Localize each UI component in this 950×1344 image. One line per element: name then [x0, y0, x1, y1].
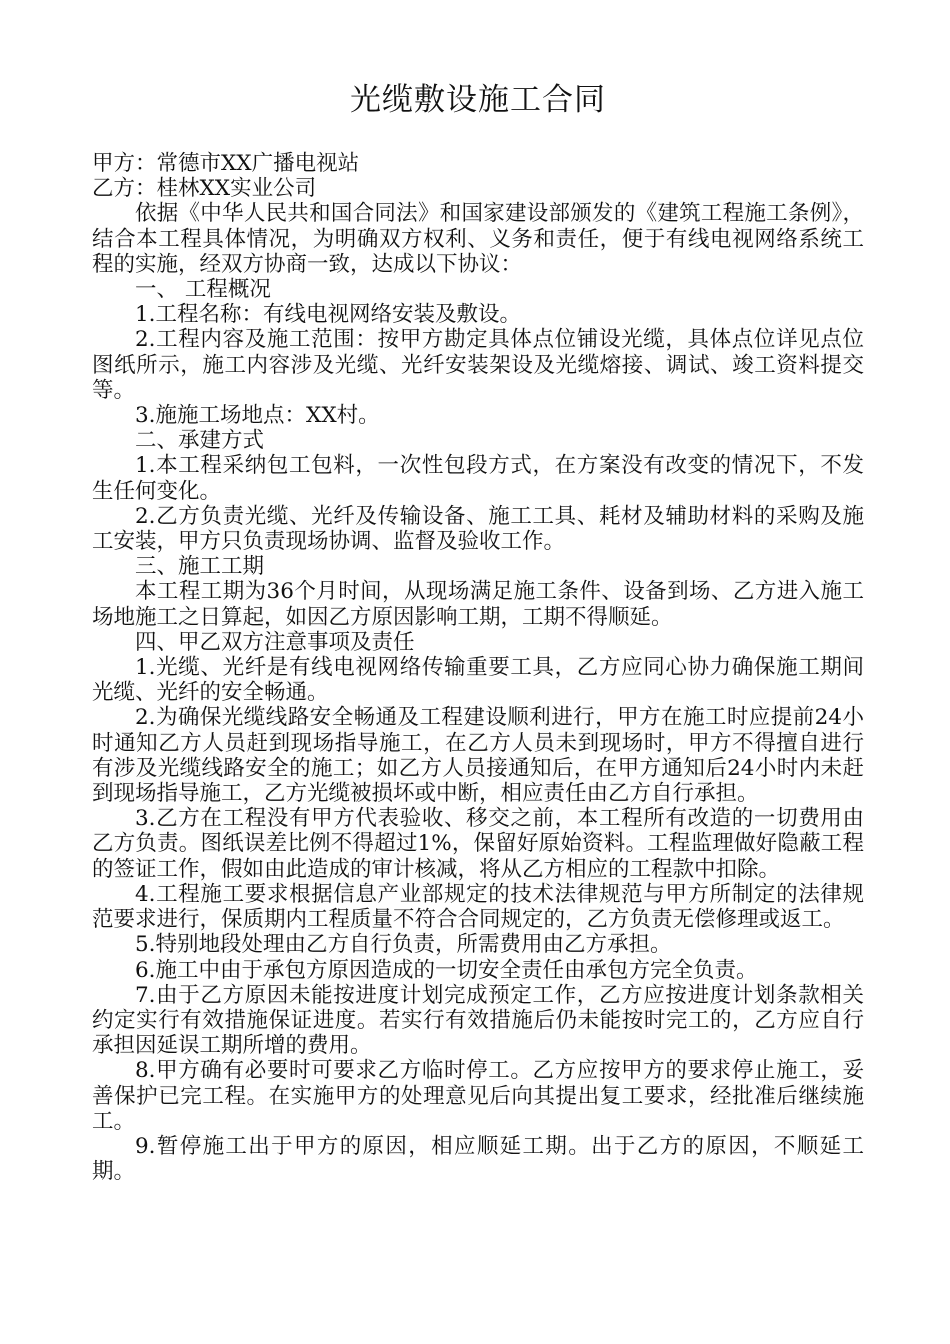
paragraph-1: 甲方：常德市XX广播电视站: [92, 151, 360, 176]
paragraph-9: 1.本工程采纳包工包料，一次性包段方式，在方案没有改变的情况下，不发生任何变化。: [92, 453, 864, 504]
paragraph-12: 本工程工期为36个月时间，从现场满足施工条件、设备到场、乙方进入施工场地施工之日算起，如因乙方原因影响工期，工期不得顺延。: [92, 579, 864, 630]
paragraph-18: 5.特别地段处理由乙方自行负责，所需费用由乙方承担。: [135, 932, 672, 958]
paragraph-4: 一、 工程概况: [135, 277, 271, 303]
paragraph-8: 二、承建方式: [135, 428, 265, 454]
paragraph-3: 依据《中华人民共和国合同法》和国家建设部颁发的《建筑工程施工条例》，结合本工程具体情况，为明确双方权利、义务和责任，便于有线电视网络系统工程的实施，经双方协商一致，达成以下协议：: [92, 201, 864, 277]
paragraph-22: 9.暂停施工出于甲方的原因，相应顺延工期。出于乙方的原因，不顺延工期。: [92, 1133, 864, 1185]
document-title: 光缆敷设施工合同: [350, 82, 606, 118]
paragraph-19: 6.施工中由于承包方原因造成的一切安全责任由承包方完全负责。: [135, 957, 758, 983]
paragraph-11: 三、施工工期: [135, 554, 265, 580]
paragraph-16: 3.乙方在工程没有甲方代表验收、移交之前，本工程所有改造的一切费用由乙方负责。图纸误差比例不得超过1%，保留好原始资料。工程监理做好隐蔽工程的签证工作，假如由此造成的审计核减，将从乙方相应的工程款中扣除。: [92, 806, 864, 882]
document-body: [92, 151, 864, 1184]
paragraph-21: 8.甲方确有必要时可要求乙方临时停工。乙方应按甲方的要求停止施工，妥善保护已完工程。在实施甲方的处理意见后向其提出复工要求，经批准后继续施工。: [92, 1058, 864, 1134]
paragraph-5: 1.工程名称：有线电视网络安装及敷设。: [135, 302, 522, 328]
paragraph-20: 7.由于乙方原因未能按进度计划完成预定工作，乙方应按进度计划条款相关约定实行有效措施保证进度。若实行有效措施后仍未能按时完工的，乙方应自行承担因延误工期所增的费用。: [92, 982, 864, 1059]
paragraph-2: 乙方：桂林XX实业公司: [92, 176, 317, 202]
contract-page: [92, 0, 864, 1184]
paragraph-17: 4.工程施工要求根据信息产业部规定的技术法律规范与甲方所制定的法律规范要求进行，保质期内工程质量不符合合同规定的，乙方负责无偿修理或返工。: [92, 881, 864, 933]
paragraph-6: 2.工程内容及施工范围：按甲方勘定具体点位铺设光缆，具体点位详见点位图纸所示，施工内容涉及光缆、光纤安装架设及光缆熔接、调试、竣工资料提交等。: [92, 327, 864, 403]
paragraph-13: 四、甲乙双方注意事项及责任: [135, 629, 415, 655]
paragraph-14: 1.光缆、光纤是有线电视网络传输重要工具，乙方应同心协力确保施工期间光缆、光纤的安全畅通。: [92, 655, 864, 706]
paragraph-15: 2.为确保光缆线路安全畅通及工程建设顺利进行，甲方在施工时应提前24小时通知乙方人员赶到现场指导施工，在乙方人员未到现场时，甲方不得擅自进行有涉及光缆线路安全的施工；如乙方人员接通知后，在甲方通知后24小时内未赶到现场指导施工，乙方光缆被损坏或中断，相应责任由乙方自行承担。: [92, 705, 864, 807]
paragraph-7: 3.施施工场地点：XX村。: [135, 403, 380, 429]
paragraph-10: 2.乙方负责光缆、光纤及传输设备、施工工具、耗材及辅助材料的采购及施工安装，甲方只负责现场协调、监督及验收工作。: [92, 503, 864, 555]
